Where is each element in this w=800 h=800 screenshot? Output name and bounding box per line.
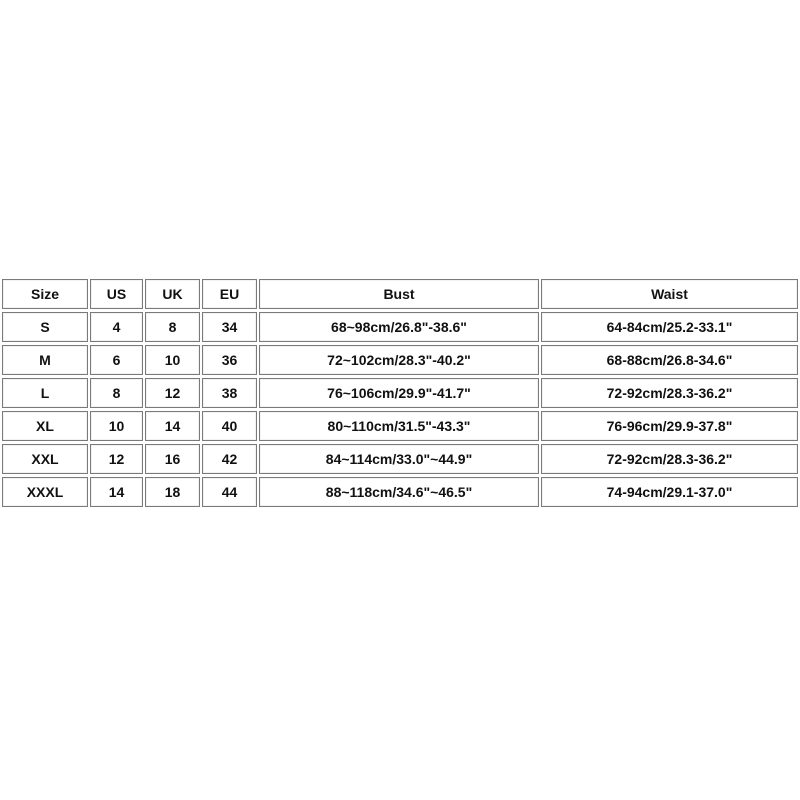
cell-eu: 44 — [202, 477, 257, 507]
cell-waist: 74-94cm/29.1-37.0" — [541, 477, 798, 507]
table-row — [2, 345, 798, 375]
size-chart-table — [0, 276, 800, 510]
cell-uk: 18 — [145, 477, 200, 507]
cell-eu: 40 — [202, 411, 257, 441]
cell-waist: 76-96cm/29.9-37.8" — [541, 411, 798, 441]
size-chart-body — [2, 312, 798, 507]
cell-bust: 88~118cm/34.6"~46.5" — [259, 477, 539, 507]
cell-us: 10 — [90, 411, 143, 441]
cell-eu: 42 — [202, 444, 257, 474]
cell-size: XL — [2, 411, 88, 441]
cell-size: XXL — [2, 444, 88, 474]
header-uk: UK — [145, 279, 200, 309]
cell-uk: 8 — [145, 312, 200, 342]
cell-bust: 72~102cm/28.3"-40.2" — [259, 345, 539, 375]
header-eu: EU — [202, 279, 257, 309]
cell-uk: 12 — [145, 378, 200, 408]
header-us: US — [90, 279, 143, 309]
cell-size: L — [2, 378, 88, 408]
cell-eu: 38 — [202, 378, 257, 408]
table-row — [2, 444, 798, 474]
cell-waist: 72-92cm/28.3-36.2" — [541, 444, 798, 474]
table-row — [2, 312, 798, 342]
table-row — [2, 411, 798, 441]
cell-size: XXXL — [2, 477, 88, 507]
header-row — [2, 279, 798, 309]
cell-us: 14 — [90, 477, 143, 507]
cell-waist: 68-88cm/26.8-34.6" — [541, 345, 798, 375]
cell-bust: 76~106cm/29.9"-41.7" — [259, 378, 539, 408]
cell-us: 12 — [90, 444, 143, 474]
cell-us: 4 — [90, 312, 143, 342]
cell-size: M — [2, 345, 88, 375]
cell-bust: 68~98cm/26.8"-38.6" — [259, 312, 539, 342]
header-size: Size — [2, 279, 88, 309]
header-bust: Bust — [259, 279, 539, 309]
cell-uk: 10 — [145, 345, 200, 375]
cell-us: 8 — [90, 378, 143, 408]
cell-waist: 64-84cm/25.2-33.1" — [541, 312, 798, 342]
cell-eu: 34 — [202, 312, 257, 342]
cell-uk: 16 — [145, 444, 200, 474]
size-chart-header — [2, 279, 798, 309]
header-waist: Waist — [541, 279, 798, 309]
cell-eu: 36 — [202, 345, 257, 375]
cell-us: 6 — [90, 345, 143, 375]
table-row — [2, 477, 798, 507]
cell-waist: 72-92cm/28.3-36.2" — [541, 378, 798, 408]
cell-bust: 80~110cm/31.5"-43.3" — [259, 411, 539, 441]
cell-size: S — [2, 312, 88, 342]
cell-uk: 14 — [145, 411, 200, 441]
cell-bust: 84~114cm/33.0"~44.9" — [259, 444, 539, 474]
table-row — [2, 378, 798, 408]
